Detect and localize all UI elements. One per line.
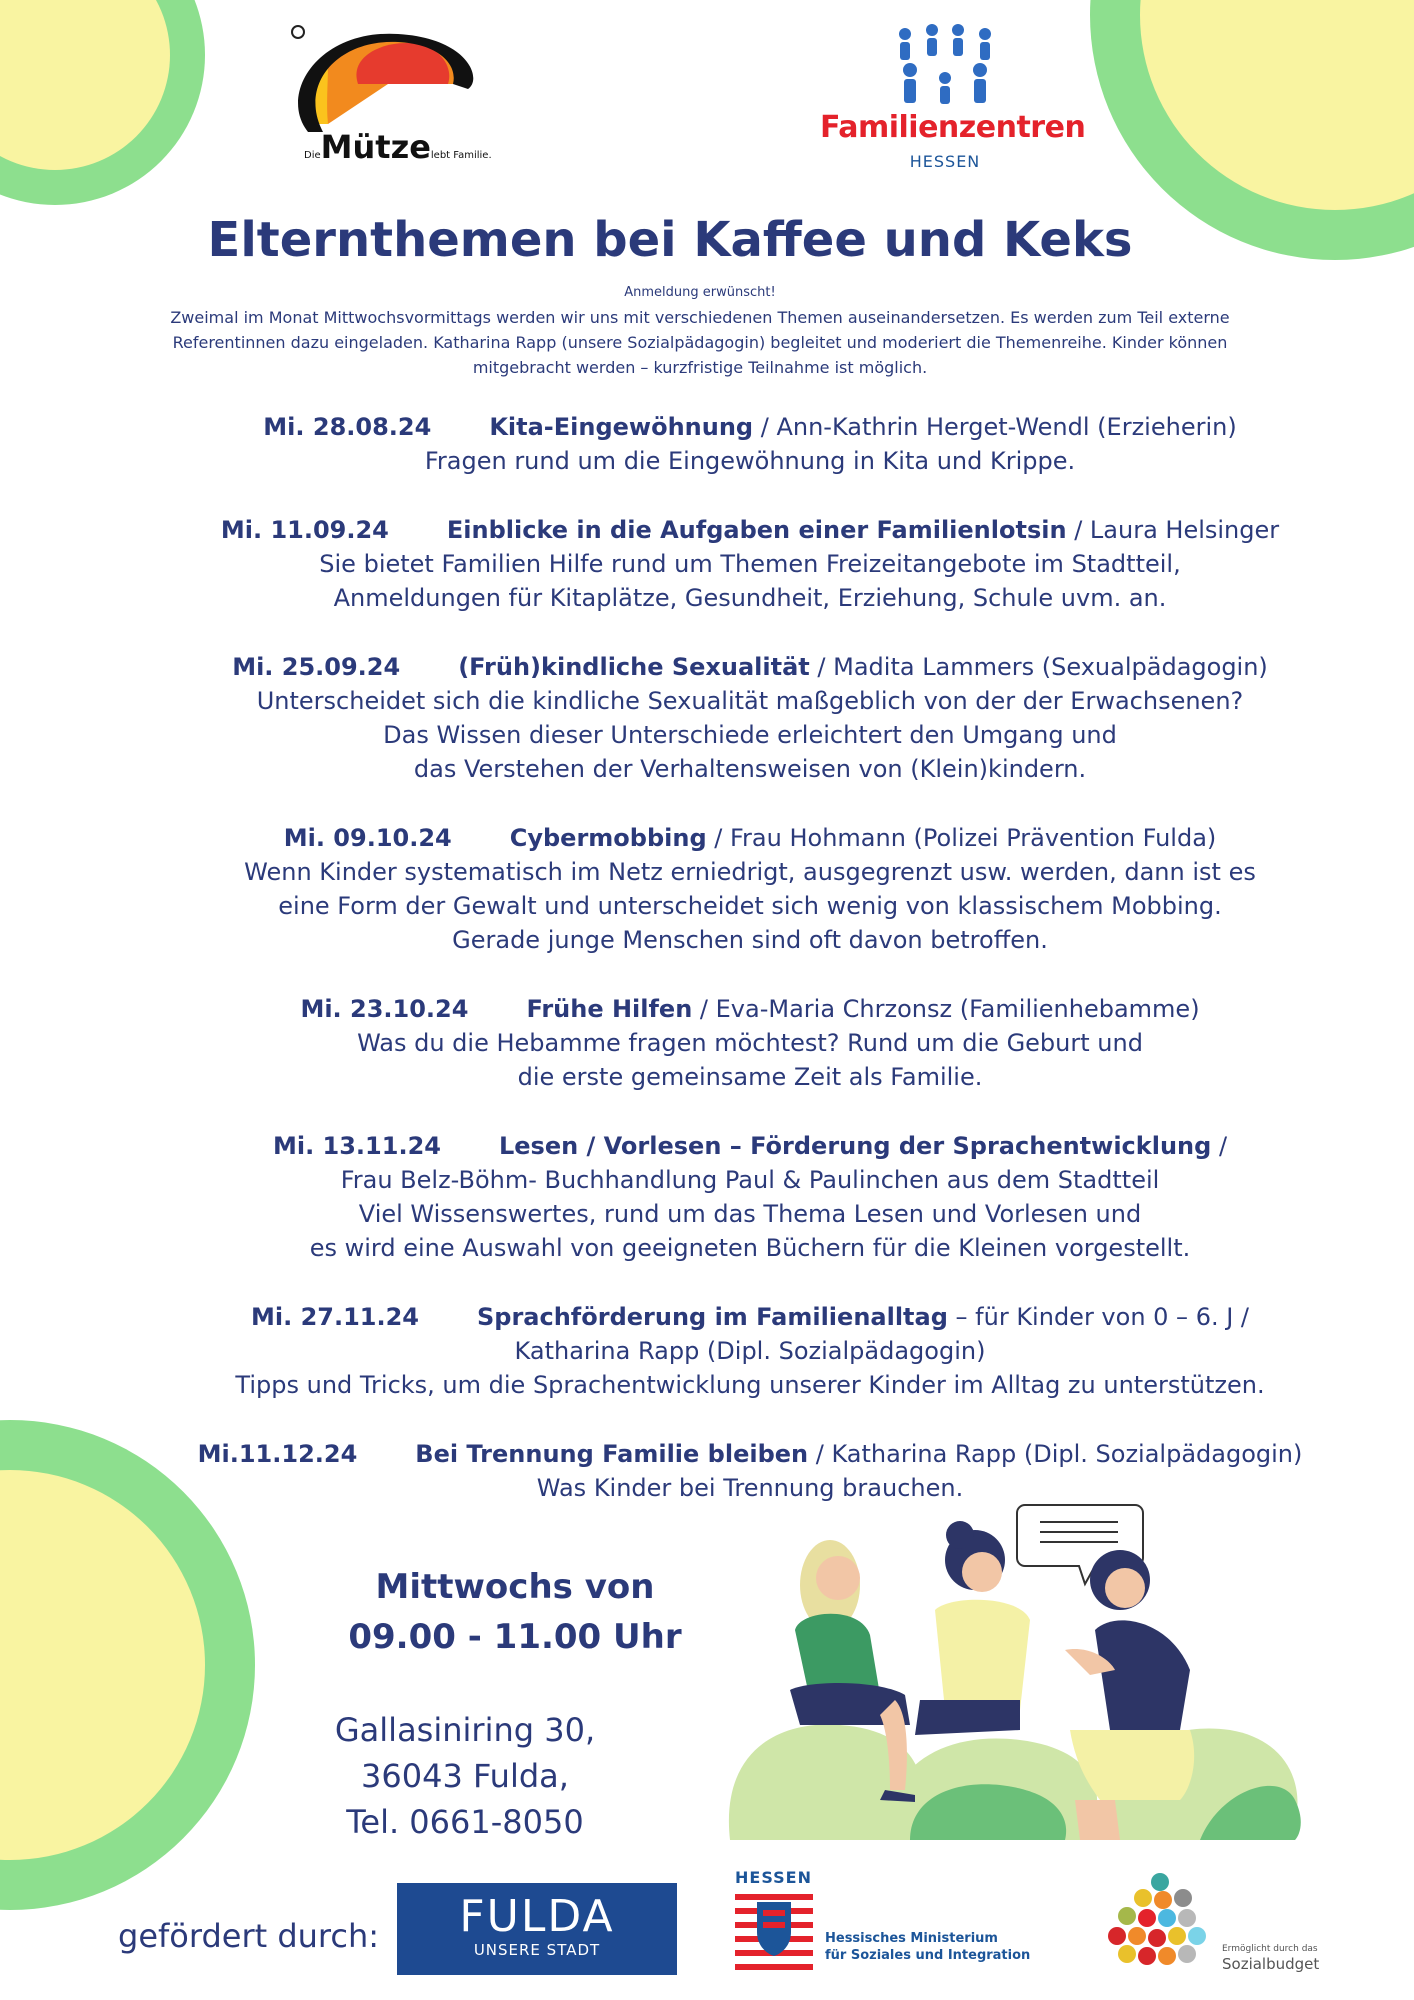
event-head [170, 410, 1330, 444]
ministry-line: Hessisches Ministerium [825, 1931, 998, 1946]
event-description: Tipps und Tricks, um die Sprachentwicklung unserer Kinder im Alltag zu unterstützen. [235, 1371, 1265, 1399]
event-description: Katharina Rapp (Dipl. Sozialpädagogin) [514, 1337, 986, 1365]
schedule-day: Mittwochs von [375, 1567, 655, 1607]
event-item [170, 1437, 1330, 1505]
event-topic: Bei Trennung Familie bleiben [415, 1440, 809, 1468]
person-middle [915, 1521, 1030, 1735]
sozialbudget-caption: Ermöglicht durch das [1222, 1944, 1318, 1954]
muetze-name: Mütze [320, 128, 431, 166]
event-speaker: / Madita Lammers (Sexualpädagogin) [809, 653, 1268, 681]
event-date: Mi. 28.08.24 [263, 413, 432, 441]
event-speaker: / Eva-Maria Chrzonsz (Familienhebamme) [692, 995, 1200, 1023]
hessen-coat-of-arms-icon [735, 1890, 813, 1970]
event-topic: Lesen / Vorlesen – Förderung der Sprachentwicklung [498, 1132, 1212, 1160]
event-description: es wird eine Auswahl von geeigneten Büchern für die Kleinen vorgestellt. [309, 1234, 1191, 1262]
event-description: Gerade junge Menschen sind oft davon betroffen. [452, 926, 1048, 954]
page-title: Elternthemen bei Kaffee und Keks [207, 212, 1133, 268]
event-topic: Cybermobbing [509, 824, 707, 852]
cap-icon [268, 24, 538, 134]
event-description: das Verstehen der Verhaltensweisen von (Klein)kindern. [413, 755, 1087, 783]
ministry-name [825, 1930, 1030, 1964]
event-description: Das Wissen dieser Unterschiede erleichtert den Umgang und [383, 721, 1117, 749]
event-item [170, 821, 1330, 957]
muetze-prefix: Die [304, 150, 321, 161]
event-description: Anmeldungen für Kitaplätze, Gesundheit, Erziehung, Schule uvm. an. [333, 584, 1167, 612]
event-description: eine Form der Gewalt und unterscheidet sich wenig von klassischem Mobbing. [278, 892, 1222, 920]
event-description: Viel Wissenswertes, rund um das Thema Lesen und Vorlesen und [358, 1200, 1142, 1228]
funded-by-label: gefördert durch: [118, 1917, 380, 1955]
event-head [170, 992, 1330, 1026]
schedule-time: 09.00 - 11.00 Uhr [348, 1617, 682, 1657]
event-head [170, 1300, 1330, 1334]
familienzentren-logo [820, 22, 1086, 182]
sozialbudget-name: Sozialbudget [1222, 1955, 1320, 1973]
event-description: Unterscheidet sich die kindliche Sexualität maßgeblich von der der Erwachsenen? [256, 687, 1244, 715]
event-speaker: / [1211, 1132, 1228, 1160]
ministry-line: für Soziales und Integration [825, 1948, 1031, 1963]
sozialbudget-hexagon-icon [1105, 1870, 1220, 1970]
event-speaker: / Laura Helsinger [1066, 516, 1280, 544]
event-speaker: – für Kinder von 0 – 6. J / [947, 1303, 1250, 1331]
event-description: Frau Belz-Böhm- Buchhandlung Paul & Paulinchen aus dem Stadtteil [340, 1166, 1160, 1194]
fulda-logo [397, 1883, 677, 1975]
muetze-logo [268, 24, 538, 174]
registration-note: Anmeldung erwünscht! [624, 285, 776, 300]
address-street: Gallasiniring 30, [334, 1711, 596, 1749]
event-item [170, 650, 1330, 786]
event-date: Mi. 09.10.24 [283, 824, 452, 852]
address-block [290, 1707, 640, 1845]
muetze-suffix: lebt Familie. [430, 150, 492, 161]
event-item [170, 992, 1330, 1094]
event-topic: Sprachförderung im Familienalltag [477, 1303, 948, 1331]
event-item [170, 410, 1330, 478]
fulda-sub: UNSERE STADT [473, 1941, 601, 1959]
intro-block [80, 280, 1320, 380]
familienzentren-region: HESSEN [909, 152, 981, 171]
event-speaker: / Frau Hohmann (Polizei Prävention Fulda) [706, 824, 1217, 852]
event-topic: (Früh)kindliche Sexualität [458, 653, 810, 681]
event-date: Mi. 25.09.24 [232, 653, 401, 681]
event-topic: Kita-Eingewöhnung [489, 413, 754, 441]
event-description: Sie bietet Familien Hilfe rund um Themen Freizeitangebote im Stadtteil, [319, 550, 1181, 578]
address-city: 36043 Fulda, [361, 1757, 569, 1795]
event-head [170, 513, 1330, 547]
event-date: Mi. 13.11.24 [272, 1132, 441, 1160]
event-head [170, 1129, 1330, 1163]
event-topic: Einblicke in die Aufgaben einer Familienlotsin [446, 516, 1067, 544]
event-item [170, 513, 1330, 615]
event-date: Mi. 23.10.24 [300, 995, 469, 1023]
address-phone: Tel. 0661-8050 [346, 1803, 584, 1841]
event-description: Wenn Kinder systematisch im Netz erniedrigt, ausgegrenzt usw. werden, dann ist es [244, 858, 1256, 886]
event-date: Mi. 11.09.24 [220, 516, 389, 544]
event-head [170, 1437, 1330, 1471]
event-topic: Frühe Hilfen [526, 995, 693, 1023]
familienzentren-name: Familienzentren [820, 110, 1086, 145]
event-date: Mi. 27.11.24 [250, 1303, 419, 1331]
event-speaker: / Ann-Kathrin Herget-Wendl (Erzieherin) [753, 413, 1237, 441]
event-head [170, 821, 1330, 855]
intro-line: mitgebracht werden – kurzfristige Teilnahme ist möglich. [472, 358, 928, 377]
muetze-wordmark [304, 128, 492, 166]
event-head [170, 650, 1330, 684]
hessen-label: HESSEN [735, 1868, 812, 1887]
people-talking-illustration [720, 1500, 1320, 1845]
event-description: Was du die Hebamme fragen möchtest? Rund um die Geburt und [357, 1029, 1143, 1057]
event-item [170, 1129, 1330, 1265]
schedule-block [300, 1562, 730, 1662]
event-date: Mi.11.12.24 [197, 1440, 358, 1468]
event-description: Was Kinder bei Trennung brauchen. [536, 1474, 964, 1502]
event-description: Fragen rund um die Eingewöhnung in Kita und Krippe. [424, 447, 1076, 475]
people-group-icon [820, 22, 1070, 112]
intro-line: Referentinnen dazu eingeladen. Katharina Rapp (unsere Sozialpädagogin) begleitet und moderiert die Themenreihe. Kinder können [172, 333, 1228, 352]
event-speaker: / Katharina Rapp (Dipl. Sozialpädagogin) [808, 1440, 1303, 1468]
event-item [170, 1300, 1330, 1402]
fulda-name: FULDA [459, 1891, 615, 1942]
event-description: die erste gemeinsame Zeit als Familie. [517, 1063, 983, 1091]
intro-line: Zweimal im Monat Mittwochsvormittags werden wir uns mit verschiedenen Themen auseinandersetzen. Es werden zum Teil externe [170, 308, 1230, 327]
